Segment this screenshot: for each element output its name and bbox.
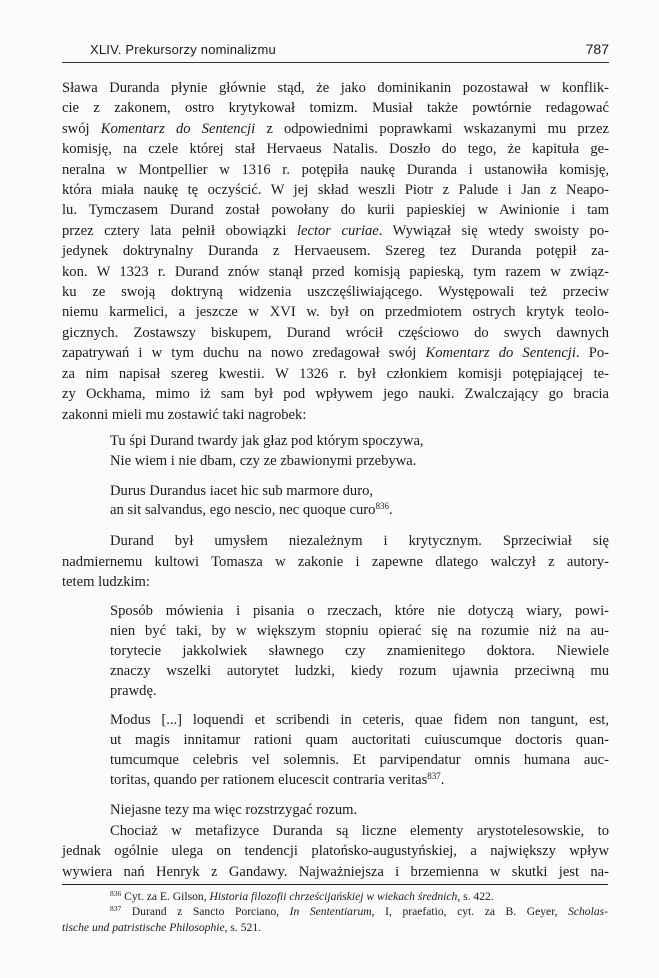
text-line: swój Komentarz do Sentencji z odpowiednimi poprawkami wskazanymi mu przez	[62, 120, 609, 137]
footnote-ref: 836	[375, 501, 389, 512]
quote-line: toritas, quando per rationem elucescit contraria veritas$^{837}$.	[110, 770, 445, 788]
quote-line: torytecie jakkolwiek sławnego czy znamienitego doktora. Niewiele	[110, 642, 609, 659]
chapter-title: XLIV. Prekursorzy nominalizmu	[90, 42, 276, 57]
quote-line: znaczy wszelki autorytet ludzki, kiedy rozum ujawnia przeciwną mu	[110, 662, 609, 679]
text-line: zy Ockhama, mimo iż sam był pod wpływem jego nauki. Zwalczający go bracia	[62, 386, 609, 403]
text-line: jednak ogólnie ulega on tendencji platońsko-augustyńskiej, a największy wpływ	[62, 843, 609, 860]
verse-line: Tu śpi Durand twardy jak głaz pod którym spoczywa,	[110, 432, 424, 449]
text-line: zakonni mieli mu zostawić taki nagrobek:	[62, 406, 307, 423]
latin-term: lector curiae	[296, 222, 379, 239]
quote-line: Sposób mówienia i pisania o rzeczach, które nie dotyczą wiary, powi-	[110, 603, 609, 620]
quote-line: Modus [...] loquendi et scribendi in ceteris, quae fidem non tangunt, est,	[110, 712, 609, 729]
paragraph-1	[62, 78, 609, 425]
quote-line: tumcumque celebris vel solemnis. Et parvipendatur omnis humana auc-	[110, 751, 609, 768]
cited-title: In Sententiarum	[289, 905, 372, 919]
text-line: za nim napisał szereg kwestii. W 1326 r. był członkiem komisji potępiającej te-	[62, 365, 609, 382]
text-line: gicznych. Zostawszy biskupem, Durand wrócił częściowo do swych dawnych	[62, 324, 609, 341]
footnote-ref: 837	[427, 770, 441, 781]
book-title: Komentarz do Sentencji	[425, 345, 576, 362]
footnotes	[62, 889, 608, 935]
text-line: neralna w Montpellier w 1316 r. potępiła naukę Duranda i ustanowiła komisję,	[62, 161, 609, 178]
footnote-number: 836	[110, 889, 122, 898]
epitaph-polish	[62, 432, 609, 472]
paragraph-4	[62, 821, 609, 882]
verse-line: an sit salvandus, ego nescio, nec quoque curo$^{836}$.	[110, 501, 393, 519]
text-line: Chociaż w metafizyce Duranda są liczne elementy arystotelesowskie, to	[110, 822, 609, 839]
text-line: wywiera nań Henryk z Gandawy. Najważniejsza i brzemienna w skutki jest na-	[62, 863, 609, 880]
text-line: cie z zakonem, ostro krytykował tomizm. Musiał także powtórnie redagować	[62, 100, 609, 117]
quote-line: prawdę.	[110, 682, 157, 699]
footnote-divider	[62, 884, 608, 885]
text-line: zapatrywań i w tym duchu na nowo zredagował swój Komentarz do Sentencji. Po-	[62, 345, 609, 362]
text-line: niemu karmelici, a jeszcze w XVI w. był on przedmiotem ostrych krytyk teolo-	[62, 304, 609, 321]
paragraph-2	[62, 531, 609, 592]
text-line: lu. Tymczasem Durand został powołany do kurii papieskiej w Awinionie i tam	[62, 202, 609, 219]
paragraph-3: Niejasne tezy ma więc rozstrzygać rozum.	[110, 802, 358, 819]
text-line: komisję, na czele której stał Hervaeus Natalis. Doszło do tego, że kapituła ge-	[62, 141, 609, 158]
quote-line: ut magis innitamur rationi quam auctoritati cuiuscumque doctoris quan-	[110, 732, 609, 749]
text-line: nadmiernemu kultowi Tomasza w zakonie i zapewne dlatego walczył z autory-	[62, 553, 609, 570]
page-number: 787	[585, 41, 609, 57]
text-line: przez cztery lata pełnił obowiązki lector curiae. Wywiązał się wtedy swoisty po-	[62, 222, 609, 239]
footnote-837-continued: tische und patristische Philosophie, s. 521.	[62, 920, 262, 934]
text-line: ku ze swoją doktryną widzenia uszczęśliwiającego. Występowali też przeciw	[62, 284, 609, 301]
epitaph-latin	[62, 482, 609, 522]
running-header	[62, 40, 609, 63]
verse-line: Durus Durandus iacet hic sub marmore duro,	[110, 482, 374, 499]
text-line: która miała naukę tę oczyścić. W jej skład weszli Piotr z Palude i Jan z Neapo-	[62, 182, 609, 199]
cited-title: Scholas-	[568, 905, 608, 919]
quote-polish	[62, 602, 609, 701]
text-line: kon. W 1323 r. Durand znów stanął przed komisją papieską, tym razem w związ-	[62, 263, 609, 280]
cited-title: Historia filozofii chrześcijańskiej w wiekach średnich	[209, 890, 458, 903]
text-line: Durand był umysłem niezależnym i krytycznym. Sprzeciwiał się	[110, 533, 609, 550]
book-title: Komentarz do Sentencji	[100, 120, 256, 137]
main-text	[62, 78, 609, 882]
verse-line: Nie wiem i nie dbam, czy ze zbawionymi przebywa.	[110, 452, 417, 469]
text-line: Sława Duranda płynie głównie stąd, że jako dominikanin pozostawał w konflik-	[62, 80, 609, 96]
quote-latin	[62, 711, 609, 790]
cited-title: tische und patristische Philosophie	[62, 920, 225, 934]
text-line: jedynek doktrynalny Duranda z Hervaeusem. Szereg tez Duranda potępił za-	[62, 243, 609, 260]
footnote-number: 837	[110, 904, 122, 914]
footnote-836: $^{836}$ Cyt. za E. Gilson, Historia filozofii chrześcijańskiej w wiekach średnich, s. 422.	[110, 889, 494, 903]
footnote-837: $^{837}$ Durand z Sancto Porciano, In Sententiarum, I, praefatio, cyt. za B. Geyer, Scholas-	[110, 904, 608, 919]
quote-line: nien być taki, by w większym stopniu opierać się na rozumie niż na au-	[110, 623, 609, 640]
text-line: tetem ludzkim:	[62, 573, 150, 590]
